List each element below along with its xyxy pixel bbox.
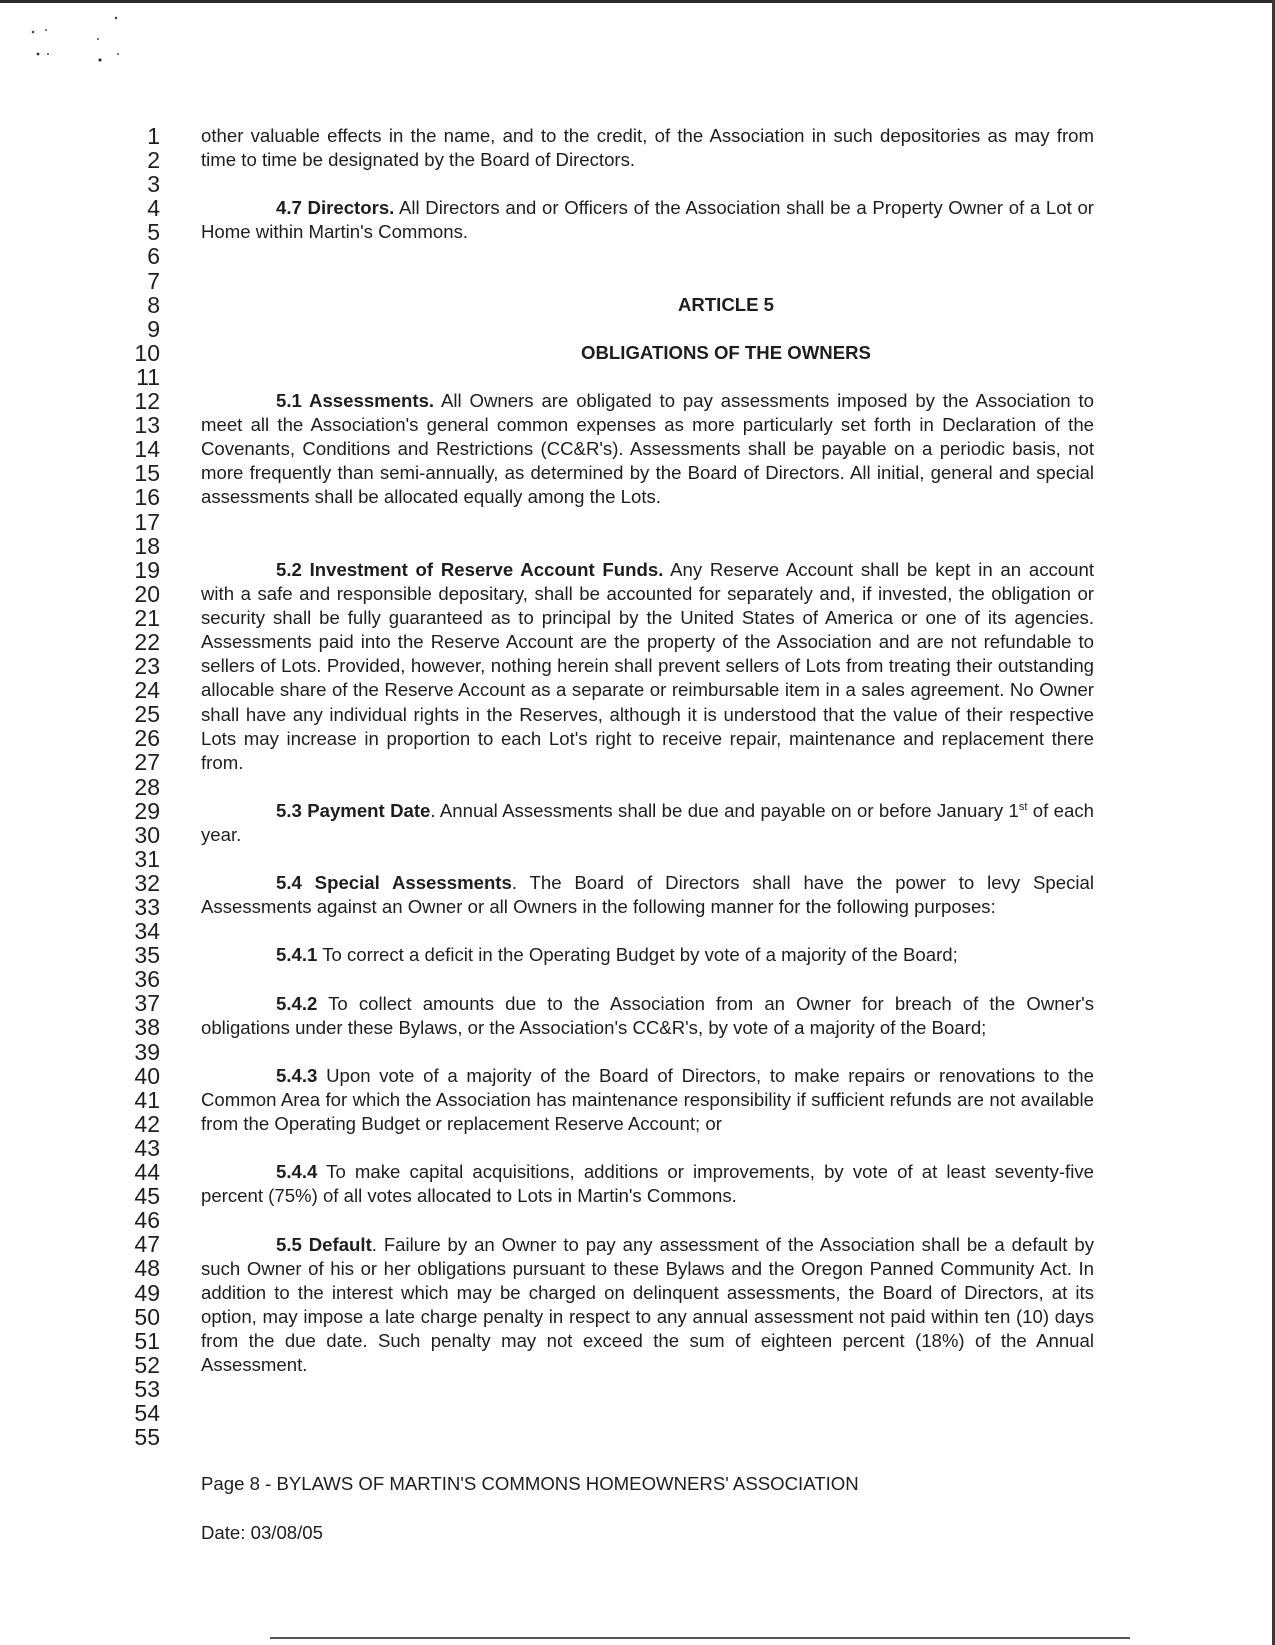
line-number: 15 (134, 460, 160, 487)
line-number: 39 (134, 1038, 160, 1065)
line-number: 29 (134, 797, 160, 824)
section-5-4-1-label: 5.4.1 (276, 944, 318, 965)
section-5-4-label: 5.4 Special Assessments (276, 872, 512, 893)
line-number: 14 (134, 436, 160, 463)
section-5-5-text: . Failure by an Owner to pay any assessment of the Association shall be a default by such Owner of his or her obligations pursuant to these Bylaws and the Oregon Panned Community Act. In addition to the interest which may be charged on delinquent assessments, the Board of Directors, at its option, may impose a late charge penalty in respect to any annual assessment not paid within ten (10) days from the due date. Such penalty may not exceed the sum of eighteen percent (18%) of the Annual Assessment. (201, 1234, 1094, 1376)
line-number: 33 (134, 894, 160, 920)
line-number: 2 (147, 147, 160, 174)
section-5-3-day: 1 (1008, 800, 1019, 821)
section-5-3 (201, 799, 1094, 847)
section-5-4-4-text: To make capital acquisitions, additions or improvements, by vote of at least seventy-five percent (75%) of all votes allocated to Lots in Martin's Commons. (201, 1161, 1094, 1207)
section-5-4-3 (201, 1064, 1094, 1136)
line-number: 34 (134, 918, 160, 945)
section-5-4-1-text: To correct a deficit in the Operating Budget by vote of a majority of the Board; (317, 944, 958, 965)
line-number: 53 (134, 1375, 160, 1402)
line-number: 4 (147, 195, 160, 222)
line-number: 27 (134, 749, 160, 776)
footer-page-title: Page 8 - BYLAWS OF MARTIN'S COMMONS HOMEOWNERS' ASSOCIATION (201, 1473, 859, 1494)
line-number: 41 (134, 1086, 160, 1113)
section-5-1 (201, 389, 1094, 509)
line-number: 28 (134, 773, 160, 800)
line-number: 52 (134, 1351, 160, 1378)
scan-specks (28, 12, 138, 72)
line-number: 19 (134, 556, 160, 583)
section-5-4-2-text: To collect amounts due to the Association from an Owner for breach of the Owner's obligations under these Bylaws, or the Association's CC&R's, by vote of a majority of the Board; (201, 993, 1094, 1039)
line-number: 17 (134, 508, 160, 535)
line-number: 38 (134, 1014, 160, 1041)
section-5-4-4 (201, 1160, 1094, 1208)
section-5-4-4-label: 5.4.4 (276, 1161, 318, 1182)
line-number: 6 (147, 243, 160, 270)
section-4-7-text: All Directors and or Officers of the Association shall be a Property Owner of a Lot or Home within Martin's Commons. (201, 197, 1094, 243)
section-5-3-tail: of each year. (201, 800, 1094, 846)
section-5-1-label: 5.1 Assessments. (276, 390, 435, 411)
paragraph-continuation (201, 124, 1094, 172)
line-number: 46 (134, 1207, 160, 1234)
line-number: 8 (147, 291, 160, 318)
section-5-4-3-text: Upon vote of a majority of the Board of Directors, to make repairs or renovations to the Common Area for which the Association has maintenance responsibility if sufficient refunds are not available from the Operating Budget or replacement Reserve Account; or (201, 1065, 1094, 1135)
section-5-3-text: . Annual Assessments shall be due and payable on or before January (430, 800, 1009, 821)
section-5-3-ordinal: st (1018, 800, 1028, 813)
line-number: 42 (134, 1110, 160, 1137)
section-5-4-2 (201, 992, 1094, 1040)
line-number: 30 (134, 821, 160, 848)
section-5-2-text: Any Reserve Account shall be kept in an account with a safe and responsible depositary, shall be accounted for separately and, if invested, the obligation or security shall be fully guaranteed as to principal by the United States of America or one of its agencies. Assessments paid into the Reserve Account are the property of the Association and are not refundable to sellers of Lots. Provided, however, nothing herein shall prevent sellers of Lots from treating their outstanding allocable share of the Reserve Account as a separate or reimbursable item in a sales agreement. No Owner shall have any individual rights in the Reserves, although it is understood that the value of their respective Lots may increase in proportion to each Lot's right to receive repair, maintenance and replacement there from. (201, 559, 1094, 773)
line-number: 43 (134, 1134, 160, 1161)
section-5-4-2-label: 5.4.2 (276, 993, 318, 1014)
line-number: 16 (134, 484, 160, 511)
line-number: 23 (134, 653, 160, 680)
line-number: 25 (134, 701, 160, 728)
section-5-4-text: . The Board of Directors shall have the power to levy Special Assessments against an Owner or all Owners in the following manner for the following purposes: (201, 872, 1094, 918)
line-number: 9 (147, 315, 160, 342)
line-number: 55 (134, 1424, 160, 1451)
section-5-1-text: All Owners are obligated to pay assessments imposed by the Association to meet all the Association's general common expenses as more particularly set forth in Declaration of the Covenants, Conditions and Restrictions (CC&R's). Assessments shall be payable on a periodic basis, not more frequently than semi-annually, as determined by the Board of Directors. All initial, general and special assessments shall be allocated equally among the Lots. (201, 390, 1095, 508)
section-4-7-label: 4.7 Directors. (276, 197, 395, 218)
line-number: 31 (134, 845, 160, 872)
footer-date: Date: 03/08/05 (201, 1522, 323, 1543)
line-number: 50 (134, 1303, 160, 1330)
line-number: 13 (134, 412, 160, 439)
section-5-2-label: 5.2 Investment of Reserve Account Funds. (276, 559, 664, 580)
section-5-4 (201, 871, 1094, 919)
line-number: 7 (147, 267, 160, 294)
line-number: 12 (134, 388, 160, 415)
line-number: 48 (134, 1255, 160, 1282)
line-number: 1 (147, 123, 160, 149)
line-number: 37 (134, 990, 160, 1017)
line-number: 20 (134, 580, 160, 607)
line-number: 40 (134, 1062, 160, 1089)
continuation-text: other valuable effects in the name, and to the credit, of the Association in such depositories as may from time to time be designated by the Board of Directors. (201, 125, 1094, 171)
line-number: 22 (134, 628, 160, 655)
section-5-5 (201, 1233, 1094, 1378)
line-number: 24 (134, 677, 160, 704)
line-number: 10 (134, 339, 160, 366)
article-title: OBLIGATIONS OF THE OWNERS (581, 342, 871, 363)
line-number: 21 (134, 604, 160, 631)
section-5-2 (201, 558, 1094, 775)
line-number: 47 (134, 1231, 160, 1258)
section-5-5-label: 5.5 Default (276, 1234, 372, 1255)
line-numbers (120, 124, 160, 1449)
line-number: 5 (147, 219, 160, 246)
section-5-3-label: 5.3 Payment Date (276, 800, 431, 821)
line-number: 26 (134, 725, 160, 752)
line-number: 36 (134, 966, 160, 993)
scan-edge-top (0, 0, 1275, 3)
line-number: 35 (134, 942, 160, 969)
line-number: 49 (134, 1279, 160, 1306)
line-number: 51 (134, 1327, 160, 1354)
line-number: 11 (136, 363, 160, 390)
section-4-7 (201, 196, 1094, 244)
line-number: 44 (134, 1159, 160, 1186)
scan-edge-bottom (270, 1637, 1130, 1639)
line-number: 45 (134, 1183, 160, 1210)
line-number: 18 (134, 532, 160, 559)
line-number: 54 (134, 1399, 160, 1426)
section-5-4-3-label: 5.4.3 (276, 1065, 318, 1086)
line-number: 3 (147, 171, 160, 198)
section-5-4-1 (201, 943, 1094, 967)
article-number: ARTICLE 5 (677, 294, 775, 315)
line-number: 32 (134, 869, 160, 896)
